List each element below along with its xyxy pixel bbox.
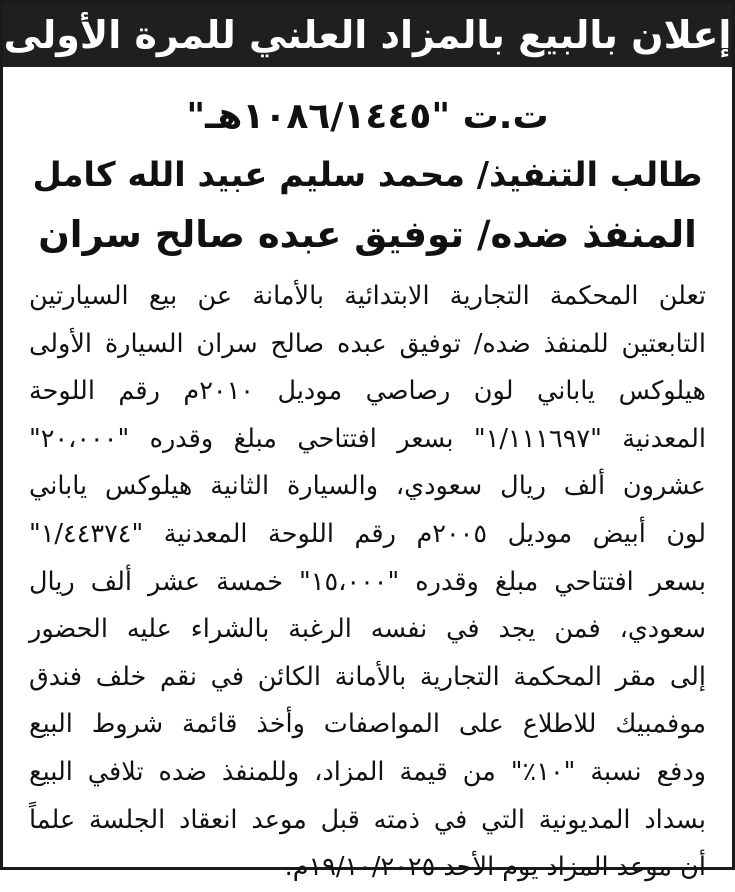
body-line: سعودي، فمن يجد في نفسه الرغبة بالشراء عليه الحضور	[29, 614, 706, 645]
announcement-body	[29, 273, 706, 892]
body-line: إلى مقر المحكمة التجارية بالأمانة الكائن في نقم خلف فندق	[29, 661, 706, 692]
body-line: بسعر افتتاحي مبلغ وقدره "١٥،٠٠٠" خمسة عشر ألف ريال	[29, 566, 706, 597]
respondent-line: المنفذ ضده/ توفيق عبده صالح سران	[38, 213, 697, 256]
announcement-title: إعلان بالبيع بالمزاد العلني للمرة الأولى	[3, 13, 732, 57]
announcement-header	[3, 3, 732, 67]
body-line: لون أبيض موديل ٢٠٠٥م رقم اللوحة المعدنية "١/٤٤٣٧٤"	[29, 518, 706, 549]
applicant-line: طالب التنفيذ/ محمد سليم عبيد الله كامل	[32, 155, 703, 194]
body-line: موفمبيك للاطلاع على المواصفات وأخذ قائمة شروط البيع	[29, 709, 706, 740]
body-line: ودفع نسبة "١٠٪" من قيمة المزاد، وللمنفذ ضده تلافي البيع	[29, 756, 706, 787]
body-line: هيلوكس ياباني لون رصاصي موديل ٢٠١٠م رقم اللوحة	[29, 376, 706, 407]
case-number: ت.ت "١٠٨٦/١٤٤٥هـ"	[186, 96, 549, 137]
body-line: المعدنية "١/١١١٦٩٧" بسعر افتتاحي مبلغ وقدره "٢٠،٠٠٠"	[29, 423, 706, 454]
body-line: تعلن المحكمة التجارية الابتدائية بالأمانة عن بيع السيارتين	[29, 281, 706, 311]
body-line: التابعتين للمنفذ ضده/ توفيق عبده صالح سران السيارة الأولى	[29, 328, 706, 359]
body-line: عشرون ألف ريال سعودي، والسيارة الثانية هيلوكس ياباني	[29, 471, 706, 502]
body-line: أن موعد المزاد يوم الأحد ١٩/١٠/٢٠٢٥م.	[284, 852, 706, 883]
body-line: بسداد المديونية التي في ذمته قبل موعد انعقاد الجلسة علماً	[29, 804, 706, 835]
announcement-content	[3, 67, 732, 892]
